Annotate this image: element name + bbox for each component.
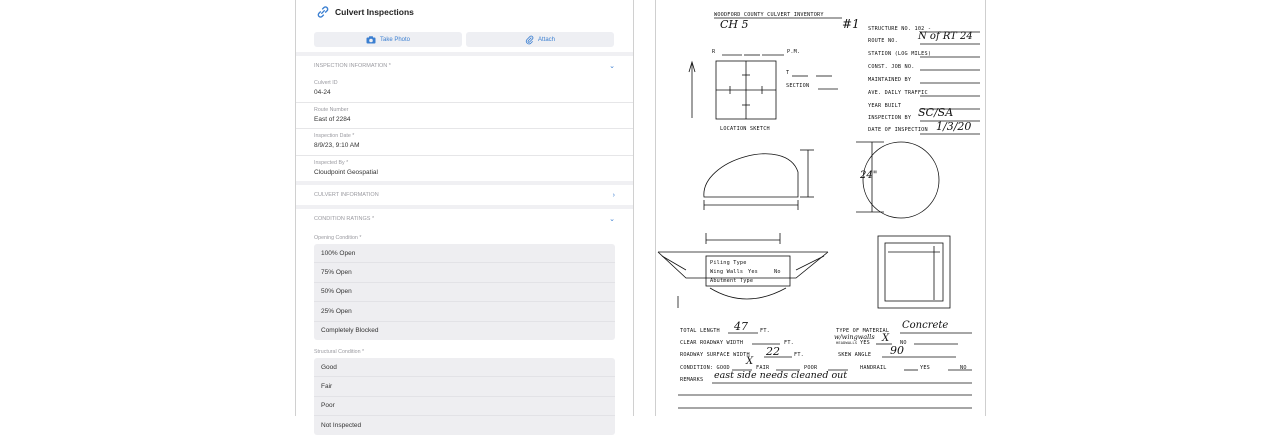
roadway-surface-width-label: ROADWAY SURFACE WIDTH	[680, 352, 750, 358]
option-25-open[interactable]: 25% Open	[314, 302, 615, 321]
structural-condition-label: Structural Condition *	[314, 348, 365, 355]
take-photo-button[interactable]	[314, 32, 462, 47]
wing-walls-yes-label: Yes	[748, 269, 758, 275]
section-label: INSPECTION INFORMATION *	[314, 63, 391, 69]
scanned-inventory-form	[655, 0, 986, 416]
handrail-no-label: NO	[960, 365, 967, 371]
culvert-id-field[interactable]	[296, 76, 633, 103]
option-fair[interactable]: Fair	[314, 377, 615, 396]
piling-type-label: Piling Type	[710, 260, 747, 266]
year-built-label: YEAR BUILT	[868, 103, 902, 109]
inspection-by-label: INSPECTION BY	[868, 115, 912, 121]
total-length-value: 47	[734, 320, 748, 333]
title-row	[316, 5, 414, 19]
headwalls-label: HEADWALLS	[836, 341, 858, 345]
diameter-value: 24"	[860, 170, 878, 181]
handrail-yes-label: YES	[920, 365, 930, 371]
handwritten-code: CH 5	[720, 18, 749, 31]
pm-label: P.M.	[787, 49, 801, 55]
field-label: Route Number	[314, 106, 349, 113]
wingwalls-annotation: w/wingwalls	[834, 333, 875, 341]
chevron-down-icon: ⌄	[609, 216, 615, 223]
option-not-inspected[interactable]: Not Inspected	[321, 421, 362, 429]
form-header: WOODFORD COUNTY CULVERT INVENTORY	[714, 12, 824, 18]
option-good[interactable]: Good	[314, 358, 615, 377]
surface-width-ft: FT.	[794, 352, 804, 358]
surface-width-value: 22	[766, 345, 780, 358]
field-value: East of 2284	[314, 115, 351, 123]
field-label: Inspection Date *	[314, 133, 355, 139]
paperclip-icon	[525, 35, 534, 44]
location-sketch-label: LOCATION SKETCH	[720, 126, 770, 132]
option-completely-blocked[interactable]: Completely Blocked	[321, 327, 379, 335]
handwritten-number: #1	[842, 17, 860, 31]
total-length-label: TOTAL LENGTH	[680, 328, 720, 334]
headwalls-no-label: NO	[900, 340, 907, 346]
skew-angle-value: 90	[890, 344, 904, 357]
avg-traffic-label: AVE. DAILY TRAFFIC	[868, 90, 928, 96]
abutment-type-label: Abutment Type	[710, 278, 754, 284]
type-of-material-label: TYPE OF MATERIAL	[836, 328, 890, 334]
inspection-date-field[interactable]	[296, 129, 633, 156]
clear-roadway-ft: FT.	[784, 340, 794, 346]
remarks-value: east side needs cleaned out	[714, 370, 848, 381]
field-value: 04-24	[314, 89, 331, 96]
section-inspection-information[interactable]	[296, 52, 633, 76]
field-value: Cloudpoint Geospatial	[314, 168, 378, 176]
total-length-ft: FT.	[760, 328, 770, 334]
wing-walls-label: Wing Walls	[710, 269, 744, 275]
section-label: CULVERT INFORMATION	[314, 192, 379, 198]
clear-roadway-width-label: CLEAR ROADWAY WIDTH	[680, 340, 744, 346]
fair-label: FAIR	[756, 365, 770, 371]
inspection-by-value: SC/SA	[918, 106, 954, 119]
field-label: Inspected By *	[314, 159, 349, 166]
r-label: R	[712, 49, 716, 55]
route-number-field[interactable]	[296, 103, 633, 130]
structural-condition-options	[314, 358, 615, 435]
maintained-by-label: MAINTAINED BY	[868, 77, 912, 83]
chevron-right-icon: ›	[612, 191, 615, 199]
material-value: Concrete	[902, 320, 949, 331]
app-header	[296, 0, 633, 52]
t-label: T	[786, 70, 790, 76]
section-condition-ratings[interactable]	[296, 205, 633, 229]
take-photo-label: Take Photo	[379, 36, 411, 43]
option-50-open[interactable]: 50% Open	[314, 283, 615, 302]
const-job-label: CONST. JOB NO.	[868, 64, 915, 70]
page-title: Culvert Inspections	[335, 7, 414, 17]
condition-label: CONDITION: GOOD	[680, 365, 730, 371]
headwalls-yes-value: X	[882, 333, 890, 344]
structure-no-label: STRUCTURE NO. 102 -	[868, 26, 932, 32]
chevron-down-icon: ⌄	[609, 63, 615, 70]
field-label: Culvert ID	[314, 80, 338, 86]
option-100-open[interactable]: 100% Open	[314, 244, 615, 263]
date-of-inspection-value: 1/3/20	[936, 120, 972, 133]
option-poor[interactable]: Poor	[314, 397, 615, 416]
poor-label: POOR	[804, 365, 818, 371]
date-of-inspection-label: DATE OF INSPECTION	[868, 127, 928, 133]
culvert-app-panel	[295, 0, 634, 429]
section-label: CONDITION RATINGS *	[314, 216, 375, 222]
route-no-value: N of RT 24	[918, 31, 973, 42]
option-75-open[interactable]: 75% Open	[314, 263, 615, 282]
inspected-by-field[interactable]	[296, 156, 633, 182]
remarks-label: REMARKS	[680, 377, 704, 383]
route-no-label: ROUTE NO.	[868, 38, 898, 44]
opening-condition-options	[314, 244, 615, 340]
attach-button[interactable]	[466, 32, 614, 47]
opening-condition-label: Opening Condition *	[314, 235, 362, 241]
condition-good-value: X	[746, 356, 754, 367]
field-value: 8/9/23, 9:10 AM	[314, 142, 360, 149]
attach-label: Attach	[537, 36, 555, 43]
handrail-label: HANDRAIL	[860, 365, 887, 371]
link-icon	[316, 5, 330, 19]
station-label: STATION (LOG MILES)	[868, 51, 932, 57]
camera-icon	[366, 36, 376, 44]
section-label: SECTION	[786, 83, 810, 89]
skew-angle-label: SKEW ANGLE	[838, 352, 872, 358]
section-culvert-information[interactable]	[296, 181, 633, 205]
headwalls-yes-label: YES	[860, 340, 870, 346]
wing-walls-no-label: No	[774, 269, 781, 275]
